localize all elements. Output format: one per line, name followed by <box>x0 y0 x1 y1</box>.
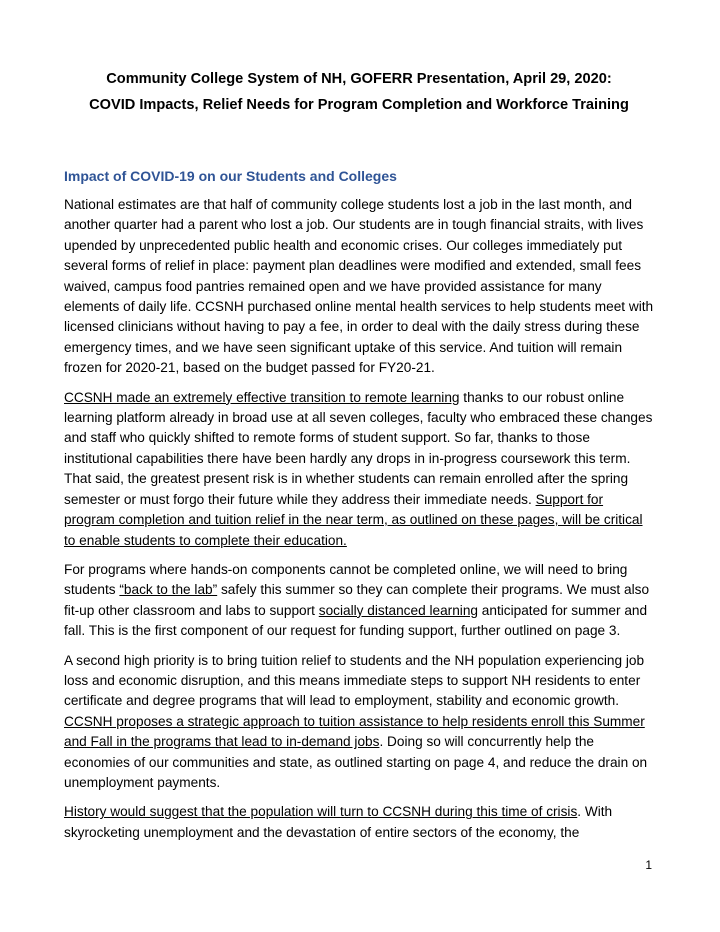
paragraph-3-text-b: safely this summer so they can complete their programs. We must also fit-up other classroom and labs to support <box>64 582 650 618</box>
paragraph-5-text: . With skyrocketing unemployment and the devastation of entire sectors of the economy, the <box>64 804 613 840</box>
paragraph-2-text: thanks to our robust online learning platform already in broad use at all seven colleges, faculty who embraced these changes and staff who quickly shifted to remote forms of student support. So far, thanks to those institutional capabilities there have been hardly any drops in in-progress coursework this term. That said, the greatest present risk is in whether students can remain enrolled after the spring semester or must forgo their future while they address their immediate needs. <box>64 389 653 507</box>
paragraph-1-text: National estimates are that half of community college students lost a job in the last month, and another quarter had a parent who lost a job. Our students are in tough financial straits, with lives upended by unprecedented public health and economic crises. Our colleges immediately put several forms of relief in place: payment plan deadlines were modified and extended, small fees waived, campus food pantries remained open and we have provided assistance for many elements of daily life. CCSNH purchased online mental health services to help students meet with licensed clinicians without having to pay a fee, in order to deal with the daily stress during these emergency times, and we have seen significant uptake of this service. And tuition will remain frozen for 2020-21, based on the budget passed for FY20-21. <box>64 197 654 376</box>
program-completion-emphasis: Support for program completion and tuition relief in the near term, as outlined on these pages, will be critical to enable students to complete their education. <box>64 491 643 548</box>
tuition-assistance-emphasis: CCSNH proposes a strategic approach to tuition assistance to help residents enroll this Summer and Fall in the programs that lead to in-demand jobs <box>64 713 645 750</box>
history-emphasis: History would suggest that the population will turn to CCSNH during this time of crisis <box>64 804 578 820</box>
paragraph-3 <box>64 560 654 642</box>
document-title <box>64 66 654 118</box>
back-to-lab-emphasis: “back to the lab” <box>119 582 218 598</box>
paragraph-4 <box>64 651 654 794</box>
paragraph-4-text-a: A second high priority is to bring tuition relief to students and the NH population experiencing job loss and economic disruption, and this means immediate steps to support NH residents to enter certificate and degree programs that will lead to employment, stability and economic growth. <box>64 652 645 709</box>
paragraph-1 <box>64 195 654 379</box>
title-line-1: Community College System of NH, GOFERR Presentation, April 29, 2020: <box>106 71 612 87</box>
paragraph-2 <box>64 388 654 551</box>
remote-learning-emphasis: CCSNH made an extremely effective transition to remote learning <box>64 389 460 405</box>
socially-distanced-emphasis: socially distanced learning <box>318 602 478 618</box>
paragraph-3-text-a: For programs where hands-on components cannot be completed online, we will need to bring students <box>64 561 628 598</box>
section-heading: Impact of COVID-19 on our Students and Colleges <box>64 168 397 184</box>
paragraph-3-text-c: anticipated for summer and fall. This is the first component of our request for funding support, further outlined on page 3. <box>64 602 648 639</box>
page-number: 1 <box>645 858 652 872</box>
paragraph-5 <box>64 802 654 843</box>
paragraph-4-text-b: . Doing so will concurrently help the economies of our communities and state, as outlined starting on page 4, and reduce the drain on unemployment payments. <box>64 734 648 790</box>
title-line-2: COVID Impacts, Relief Needs for Program Completion and Workforce Training <box>89 97 629 113</box>
